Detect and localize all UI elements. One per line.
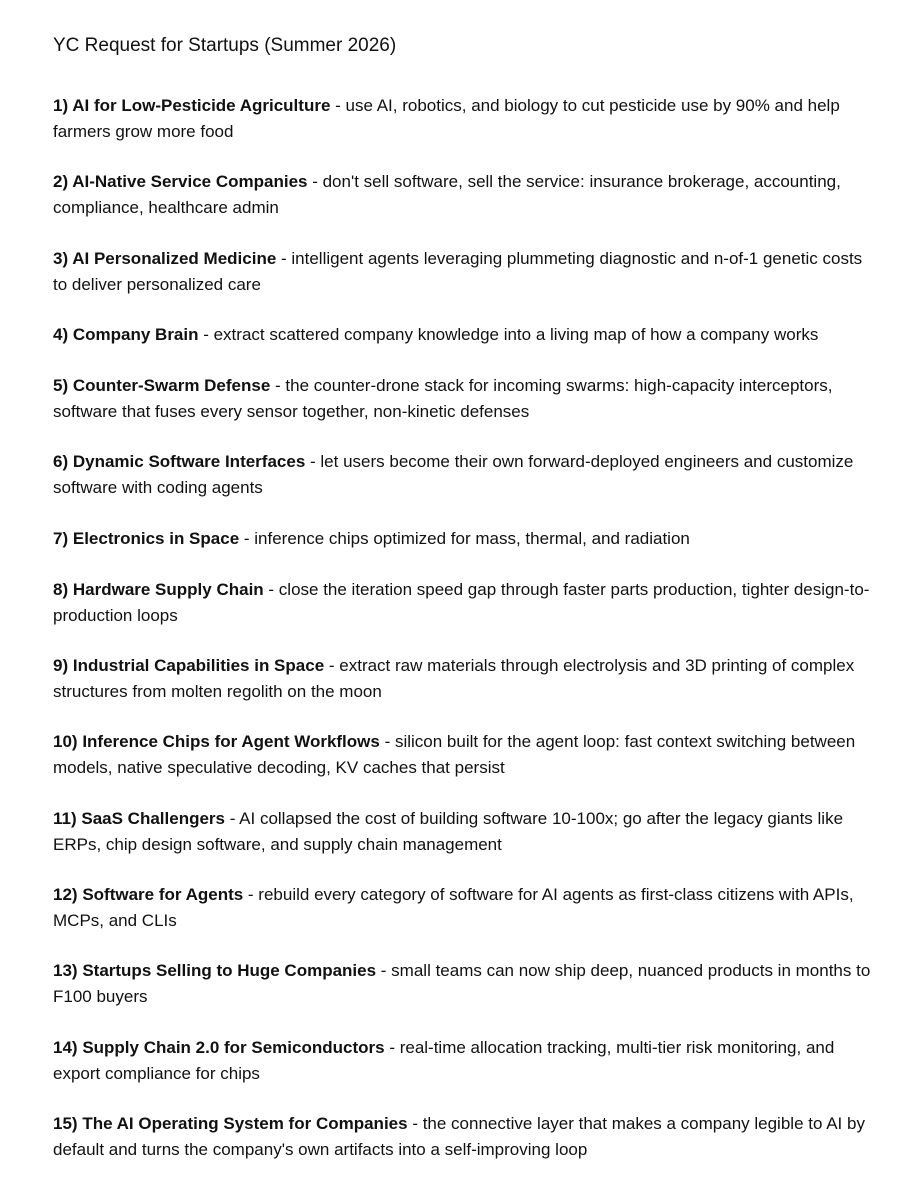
item-number: 1) xyxy=(53,96,69,115)
item-name: AI Personalized Medicine xyxy=(72,249,277,268)
item-heading xyxy=(53,732,380,751)
item-description: - don't sell software, sell the service: insurance brokerage, accounting, compliance, healthcare admin xyxy=(53,172,841,217)
list-item xyxy=(53,322,873,348)
item-description: - real-time allocation tracking, multi-tier risk monitoring, and export compliance for chips xyxy=(53,1038,835,1083)
item-heading xyxy=(53,172,307,191)
list-item xyxy=(53,958,873,1009)
item-heading xyxy=(53,376,270,395)
item-number: 8) xyxy=(53,580,69,599)
item-description: - the counter-drone stack for incoming swarms: high-capacity interceptors, software that fuses every sensor together, non-kinetic defenses xyxy=(53,376,833,421)
list-item xyxy=(53,93,873,144)
item-number: 9) xyxy=(53,656,69,675)
item-number: 14) xyxy=(53,1038,78,1057)
item-name: AI for Low-Pesticide Agriculture xyxy=(72,96,331,115)
list-item xyxy=(53,246,873,297)
list-item xyxy=(53,729,873,780)
item-number: 12) xyxy=(53,885,78,904)
item-heading xyxy=(53,249,276,268)
item-heading xyxy=(53,96,330,115)
item-description: - let users become their own forward-deployed engineers and customize software with coding agents xyxy=(53,452,854,497)
item-description: - the connective layer that makes a company legible to AI by default and turns the company's own artifacts into a self-improving loop xyxy=(53,1114,865,1159)
list-item xyxy=(53,806,873,857)
item-number: 7) xyxy=(53,529,69,548)
item-heading xyxy=(53,452,305,471)
item-name: The AI Operating System for Companies xyxy=(82,1114,408,1133)
item-description: - rebuild every category of software for AI agents as first-class citizens with APIs, MCPs, and CLIs xyxy=(53,885,854,930)
item-heading xyxy=(53,961,376,980)
item-description: - extract scattered company knowledge into a living map of how a company works xyxy=(198,325,819,344)
item-description: - inference chips optimized for mass, thermal, and radiation xyxy=(239,529,690,548)
list-item xyxy=(53,169,873,220)
item-heading xyxy=(53,656,324,675)
item-description: - silicon built for the agent loop: fast context switching between models, native speculative decoding, KV caches that persist xyxy=(53,732,856,777)
item-number: 2) xyxy=(53,172,69,191)
item-number: 4) xyxy=(53,325,69,344)
item-number: 6) xyxy=(53,452,69,471)
item-number: 5) xyxy=(53,376,69,395)
list-item xyxy=(53,882,873,933)
list-item xyxy=(53,373,873,424)
list-item xyxy=(53,1111,873,1162)
item-heading xyxy=(53,325,199,344)
item-name: Supply Chain 2.0 for Semiconductors xyxy=(82,1038,385,1057)
item-name: Software for Agents xyxy=(82,885,244,904)
item-name: Hardware Supply Chain xyxy=(72,580,264,599)
list-item xyxy=(53,653,873,704)
item-name: Industrial Capabilities in Space xyxy=(72,656,325,675)
item-number: 10) xyxy=(53,732,78,751)
list-item xyxy=(53,449,873,500)
item-number: 13) xyxy=(53,961,78,980)
item-heading xyxy=(53,1114,408,1133)
item-heading xyxy=(53,580,264,599)
item-name: SaaS Challengers xyxy=(81,809,225,828)
item-name: Dynamic Software Interfaces xyxy=(72,452,306,471)
item-name: Startups Selling to Huge Companies xyxy=(82,961,377,980)
item-description: - use AI, robotics, and biology to cut pesticide use by 90% and help farmers grow more food xyxy=(53,96,840,141)
item-description: - AI collapsed the cost of building software 10-100x; go after the legacy giants like ERPs, chip design software, and supply chain management xyxy=(53,809,844,854)
document-title: YC Request for Startups (Summer 2026) xyxy=(53,35,397,56)
item-name: Inference Chips for Agent Workflows xyxy=(82,732,380,751)
item-heading xyxy=(53,1038,385,1057)
item-number: 15) xyxy=(53,1114,78,1133)
item-description: - extract raw materials through electrolysis and 3D printing of complex structures from molten regolith on the moon xyxy=(53,656,855,701)
item-name: AI-Native Service Companies xyxy=(72,172,308,191)
item-description: - small teams can now ship deep, nuanced products in months to F100 buyers xyxy=(53,961,871,1006)
item-description: - intelligent agents leveraging plummeting diagnostic and n-of-1 genetic costs to deliver personalized care xyxy=(53,249,863,294)
item-number: 3) xyxy=(53,249,69,268)
item-number: 11) xyxy=(53,809,77,828)
item-heading xyxy=(53,529,239,548)
item-name: Electronics in Space xyxy=(72,529,240,548)
item-heading xyxy=(53,885,243,904)
list-item xyxy=(53,1035,873,1086)
item-heading xyxy=(53,809,225,828)
item-name: Counter-Swarm Defense xyxy=(72,376,271,395)
item-description: - close the iteration speed gap through faster parts production, tighter design-to-production loops xyxy=(53,580,870,625)
list-item xyxy=(53,526,873,552)
item-name: Company Brain xyxy=(72,325,199,344)
list-item xyxy=(53,577,873,628)
